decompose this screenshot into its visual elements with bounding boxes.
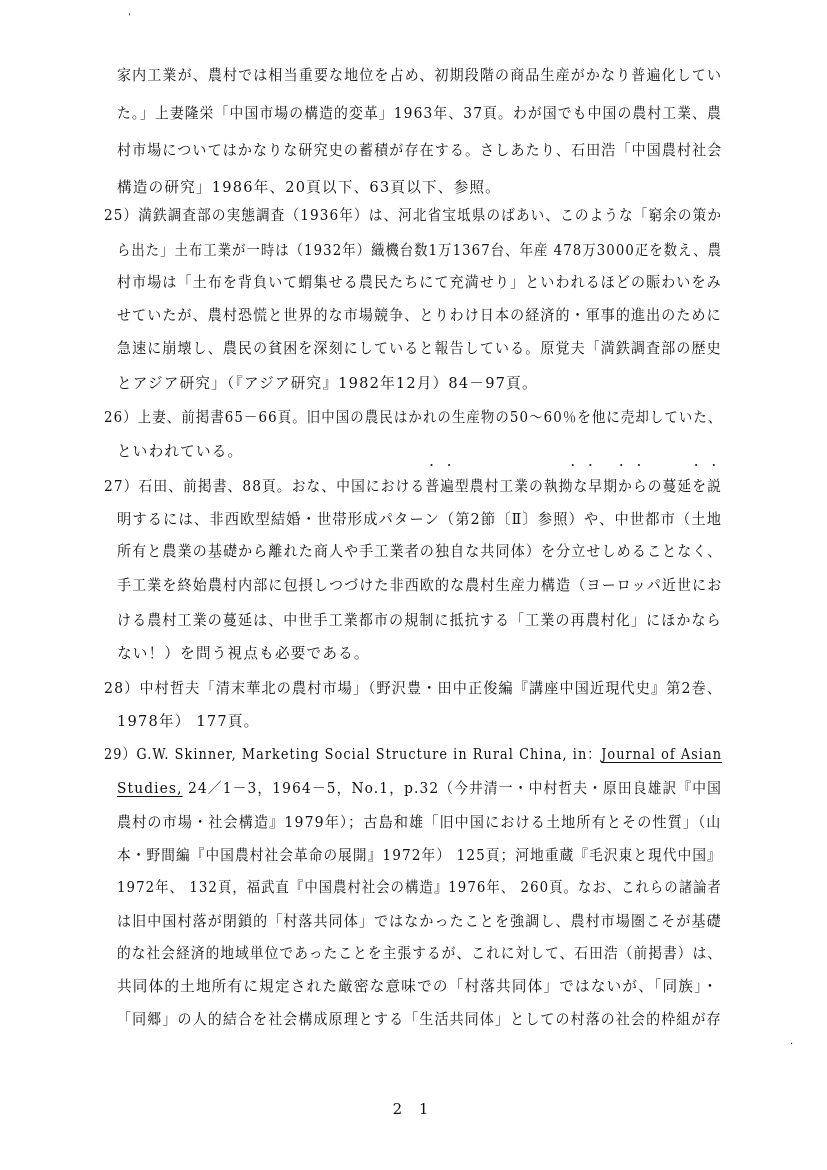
text-line: 所有と農業の基礎から離れた商人や手工業者の独自な共同体）を分立せしめることなく、	[117, 543, 723, 560]
footnote-28: 28）中村哲夫「清末華北の農村市場」（野沢豊・田中正俊編『講座中国近現代史』第2巻、	[104, 680, 723, 697]
text-line: 共同体的土地所有に規定された厳密な意味での「村落共同体」ではないが、「同族」・	[117, 978, 719, 995]
text-line: せていたが、農村恐慌と世界的な市場競争、とりわけ日本の経済的・軍事的進出のために	[117, 307, 722, 324]
citation-text: 29）G.W. Skinner, Marketing Social Structure in Rural China, in：	[104, 746, 602, 763]
citation-text: 24／1－3，1964－5，No.1，p.32（今井清一・中村哲夫・原田良雄訳『中国	[182, 780, 723, 797]
text-line: 村市場は「土布を背負いて蝟集せる農民たちにて充満せり」といわれるほどの賑わいをみ	[117, 274, 722, 291]
scan-speck: ˈ	[128, 13, 131, 24]
text-line: 急速に崩壊し、農民の貧困を深刻にしていると報告している。原覚夫「満鉄調査部の歴史	[117, 340, 722, 357]
text-line: 的な社会経済的地域単位であったことを主張するが、これに対して、石田浩（前掲書）は、	[117, 945, 723, 962]
journal-title: Journal of Asian	[601, 746, 723, 763]
journal-title: Studies,	[117, 780, 183, 797]
text-line: た。」上妻隆栄「中国市場の構造的変革」1963年、37頁。わが国でも中国の農村工業、農	[117, 105, 722, 122]
page-number: 2 1	[392, 1100, 435, 1118]
text-line: 家内工業が、農村では相当重要な地位を占め、初期段階の商品生産がかなり普遍化してい	[117, 67, 723, 84]
text-line: 本・野間編『中国農村社会革命の展開』1972年） 125頁；河地重蔵『毛沢東と現代中国』	[117, 847, 722, 864]
text-line: ない！）を問う視点も必要である。	[117, 645, 370, 662]
text-line: ける農村工業の蔓延は、中世手工業都市の規制に抵抗する「工業の再農村化」にほかなら	[117, 612, 722, 629]
emphasis-dots: ・ ・ ・ ・ ・ ・ ・ ・	[426, 459, 720, 472]
text-line: 農村の市場・社会構造』1979年）；古島和雄「旧中国における土地所有とその性質」（山	[117, 814, 722, 831]
text-line: といわれている。	[117, 443, 244, 460]
footnote-29	[104, 745, 722, 765]
footnote-26: 26）上妻、前掲書65－66頁。旧中国の農民はかれの生産物の50～60％を他に売却していた、	[104, 409, 723, 426]
text-line: 「同郷」の人的結合を社会構成原理とする「生活共同体」としての村落の社会的枠組が存	[117, 1011, 722, 1028]
footnote-27: 27）石田、前掲書、88頁。おな、中国における普遍型農村工業の執拗な早期からの蔓延を説	[104, 478, 722, 495]
text-line	[117, 779, 722, 799]
scan-speck: ·	[790, 1039, 794, 1050]
text-line: 手工業を終始農村内部に包摂しつづけた非西欧的な農村生産力構造（ヨーロッパ近世にお	[117, 577, 723, 594]
text-line: は旧中国村落が閉鎖的「村落共同体」ではなかったことを強調し、農村市場圏こそが基礎	[117, 913, 722, 930]
text-line: ら出た」土布工業が一時は（1932年）織機台数1万1367台、年産 478万3000疋を数え、農	[117, 242, 723, 259]
text-line: 構造の研究」1986年、20頁以下、63頁以下、参照。	[117, 179, 501, 196]
text-line: 村市場についてはかなりな研究史の蓄積が存在する。さしあたり、石田浩「中国農村社会	[117, 142, 723, 159]
text-line: 明するには、非西欧型結婚・世帯形成パターン（第2節〔Ⅱ〕参照）や、中世都市（土地	[117, 511, 723, 528]
text-line: 1972年、 132頁，福武直『中国農村社会の構造』1976年、 260頁。なお、これらの諸論者	[117, 879, 722, 896]
text-line: とアジア研究」（『アジア研究』1982年12月）84－97頁。	[117, 375, 538, 392]
text-line: 1978年） 177頁。	[117, 713, 260, 730]
footnote-25: 25）満鉄調査部の実態調査（1936年）は、河北省宝坻県のばあい、このような「窮余の策か	[104, 207, 723, 224]
